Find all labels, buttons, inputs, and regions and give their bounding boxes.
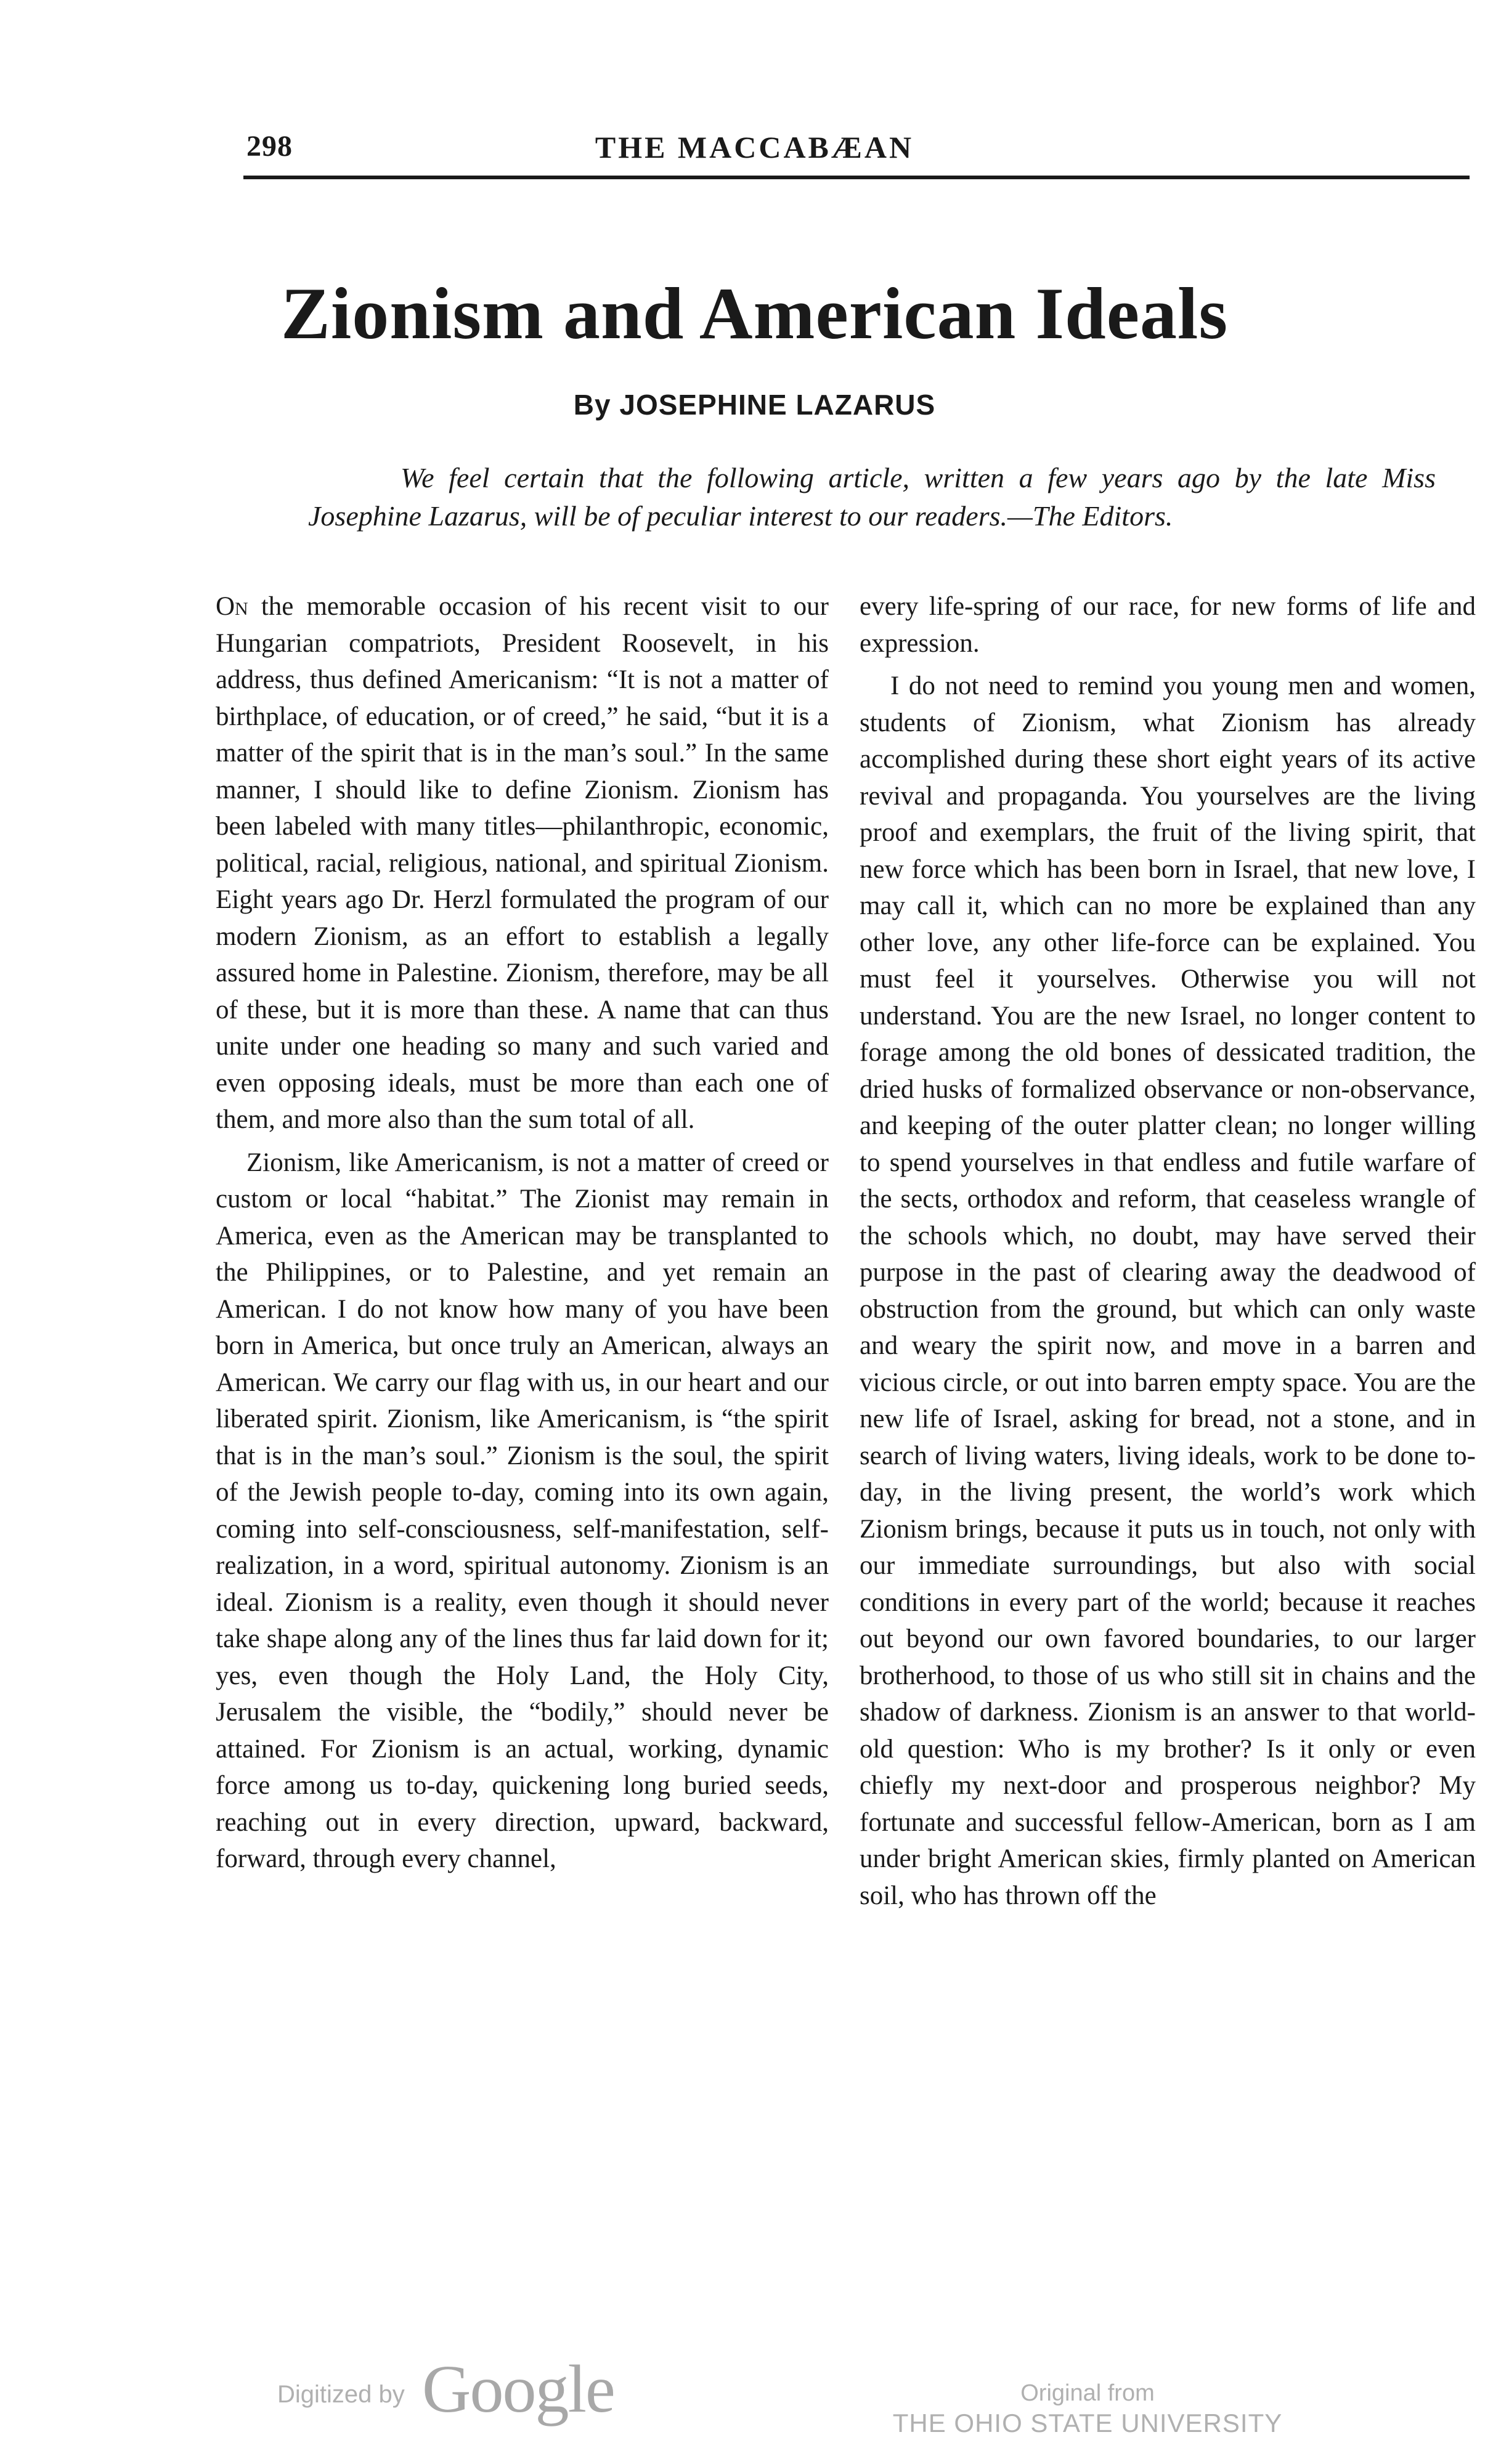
university-label: THE OHIO STATE UNIVERSITY xyxy=(892,2409,1283,2438)
drop-cap-word: On xyxy=(216,592,248,621)
journal-title: THE MACCABÆAN xyxy=(595,130,914,164)
header-rule xyxy=(243,176,1470,179)
digitized-by-label: Digitized by xyxy=(277,2381,405,2408)
article-title: Zionism and American Ideals xyxy=(280,272,1229,354)
page-number: 298 xyxy=(246,130,293,163)
paragraph: Zionism, like Americanism, is not a matter of creed or custom or local “habitat.” The Zionist may remain in America, even as the American may be transplanted to the Philippines, or to Palestine, and yet remain an American. I do not know how many of you have been born in America, but once truly an American, always an American. We carry our flag with us, in our heart and our liberated spirit. Zionism, like Americanism, is “the spirit that is in the man’s soul.” Zionism is the soul, the spirit of the Jewish people to-day, coming into its own again, coming into self-consciousness, self-manifestation, self-realization, in a word, spiritual autonomy. Zionism is an ideal. Zionism is a reality, even though it should never take shape along any of the lines thus far laid down for it; yes, even though the Holy Land, the Holy City, Jerusalem the visible, the “bodily,” should never be attained. For Zionism is an actual, working, dynamic force among us to-day, quickening long buried seeds, reaching out in every direction, upward, backward, forward, through every channel, xyxy=(216,1148,829,1873)
google-logo: Google xyxy=(422,2351,614,2426)
left-column xyxy=(216,588,829,1884)
paragraph xyxy=(216,588,829,1138)
paragraph-text: the memorable occasion of his recent visit to our Hungarian compatriots, President Roosevelt, in his address, thus defined Americanism: “It is not a matter of birthplace, of education, or of creed,” he said, “but it is a matter of the spirit that is in the man’s soul.” In the same manner, I should like to define Zionism. Zionism has been labeled with many titles—philanthropic, economic, political, racial, religious, national, and spiritual Zionism. Eight years ago Dr. Herzl formulated the program of our modern Zionism, as an effort to establish a legally assured home in Palestine. Zionism, therefore, may be all of these, but it is more than these. A name that can thus unite under one heading so many and such varied and even opposing ideals, must be more than each one of them, and more also than the sum total of all. xyxy=(216,592,829,1134)
original-from-label: Original from xyxy=(1020,2380,1155,2406)
byline: By JOSEPHINE LAZARUS xyxy=(573,389,936,421)
right-column xyxy=(860,588,1476,1920)
paragraph: I do not need to remind you young men and women, students of Zionism, what Zionism has already accomplished during these short eight years of its active revival and propaganda. You yourselves are the living proof and exemplars, the fruit of the living spirit, that new force which has been born in Israel, that new love, I may call it, which can no more be explained than any other love, any other life-force can be explained. You must feel it yourselves. Otherwise you will not understand. You are the new Israel, no longer content to forage among the old bones of dessicated tradition, the dried husks of formalized observance or non-observance, and keeping of the outer platter clean; no longer willing to spend yourselves in that endless and futile warfare of the sects, orthodox and reform, that ceaseless wrangle of the schools which, no doubt, may have served their purpose in the past of clearing away the deadwood of obstruction from the ground, but which can only waste and weary the spirit now, and move in a barren and vicious circle, or out into barren empty space. You are the new life of Israel, asking for bread, not a stone, and in search of living waters, living ideals, work to be done to-day, in the living present, the world’s work which Zionism brings, because it puts us in touch, not only with our immediate surroundings, but also with social conditions in every part of the world; because it reaches out beyond our own favored boundaries, to our larger brotherhood, to those of us who still sit in chains and the shadow of darkness. Zionism is an answer to that world-old question: Who is my brother? Is it only or even chiefly my next-door and prosperous neighbor? My fortunate and successful fellow-American, born as I am under bright American skies, firmly planted on American soil, who has thrown off the xyxy=(860,671,1476,1910)
editor-note: We feel certain that the following article, written a few years ago by the late Miss Josephine Lazarus, will be of peculiar interest to our readers.—The Editors. xyxy=(308,462,1436,532)
paragraph: every life-spring of our race, for new forms of life and expression. xyxy=(860,592,1476,658)
